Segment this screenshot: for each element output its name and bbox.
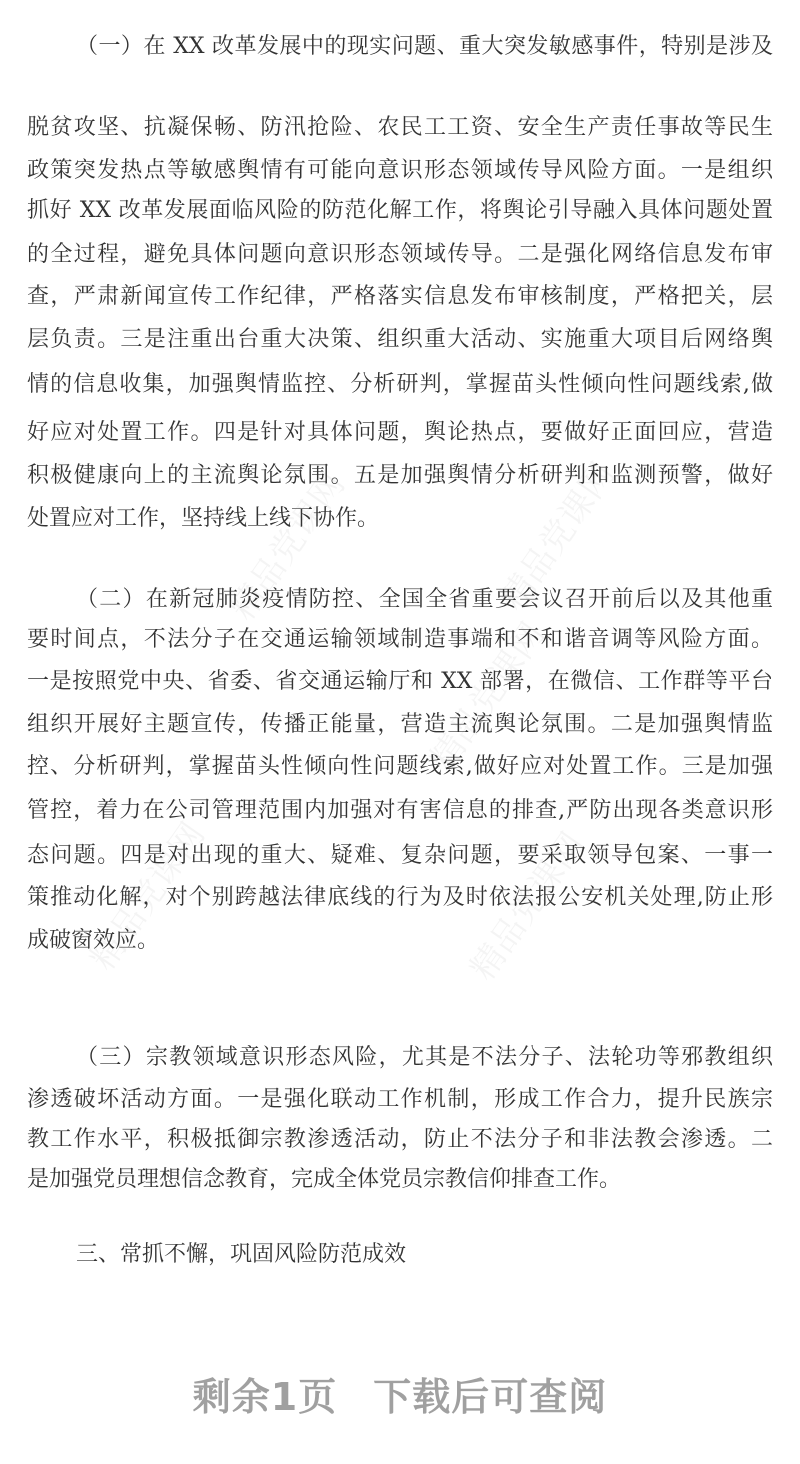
text-line: 是加强党员理想信念教育，完成全体党员宗教信仰排查工作。	[27, 1167, 622, 1192]
remaining-pages-label: 剩余1页	[192, 1375, 338, 1419]
text-line: （一）在 XX 改革发展中的现实问题、重大突发敏感事件，特别是涉及	[76, 34, 773, 59]
text-line: 组织开展好主题宣传，传播正能量，营造主流舆论氛围。二是加强舆情监	[27, 712, 773, 737]
text-line: 好应对处置工作。四是针对具体问题，舆论热点，要做好正面回应，营造	[27, 420, 773, 445]
text-line: 要时间点，不法分子在交通运输领域制造事端和不和谐音调等风险方面。	[27, 627, 773, 652]
text-line: 处置应对工作，坚持线上线下协作。	[27, 506, 380, 531]
text-line: 控、分析研判，掌握苗头性倾向性问题线索,做好应对处置工作。三是加强	[27, 754, 773, 779]
text-line: 层负责。三是注重出台重大决策、组织重大活动、实施重大项目后网络舆	[27, 327, 773, 352]
text-line: （二）在新冠肺炎疫情防控、全国全省重要会议召开前后以及其他重	[76, 587, 773, 612]
text-line: 积极健康向上的主流舆论氛围。五是加强舆情分析研判和监测预警，做好	[27, 463, 773, 488]
text-line: （三）宗教领域意识形态风险，尤其是不法分子、法轮功等邪教组织	[76, 1045, 773, 1070]
text-line: 渗透破坏活动方面。一是强化联动工作机制，形成工作合力，提升民族宗	[27, 1087, 773, 1112]
text-line: 管控，着力在公司管理范围内加强对有害信息的排查,严防出现各类意识形	[27, 798, 773, 823]
text-line: 情的信息收集，加强舆情监控、分析研判，掌握苗头性倾向性问题线索,做	[27, 372, 773, 397]
text-line: 的全过程，避免具体问题向意识形态领域传导。二是强化网络信息发布审	[27, 242, 773, 267]
text-line: 抓好 XX 改革发展面临风险的防范化解工作，将舆论引导融入具体问题处置	[27, 198, 773, 223]
text-line: 政策突发热点等敏感舆情有可能向意识形态领域传导风险方面。一是组织	[27, 158, 773, 183]
text-line: 成破窗效应。	[27, 928, 160, 953]
text-line: 查，严肃新闻宣传工作纪律，严格落实信息发布审核制度，严格把关，层	[27, 284, 773, 309]
text-line: 脱贫攻坚、抗凝保畅、防汛抢险、农民工工资、安全生产责任事故等民生	[27, 115, 773, 140]
text-line: 策推动化解，对个别跨越法律底线的行为及时依法报公安机关处理,防止形	[27, 885, 773, 910]
download-prompt[interactable]	[0, 1366, 800, 1421]
text-line: 一是按照党中央、省委、省交通运输厅和 XX 部署，在微信、工作群等平台	[27, 669, 773, 694]
text-line: 教工作水平，积极抵御宗教渗透活动，防止不法分子和非法教会渗透。二	[27, 1127, 773, 1152]
text-line: 态问题。四是对出现的重大、疑难、复杂问题，要采取领导包案、一事一	[27, 843, 773, 868]
download-to-view-label: 下载后可查阅	[373, 1375, 608, 1419]
section-heading: 三、常抓不懈，巩固风险防范成效	[76, 1242, 407, 1267]
